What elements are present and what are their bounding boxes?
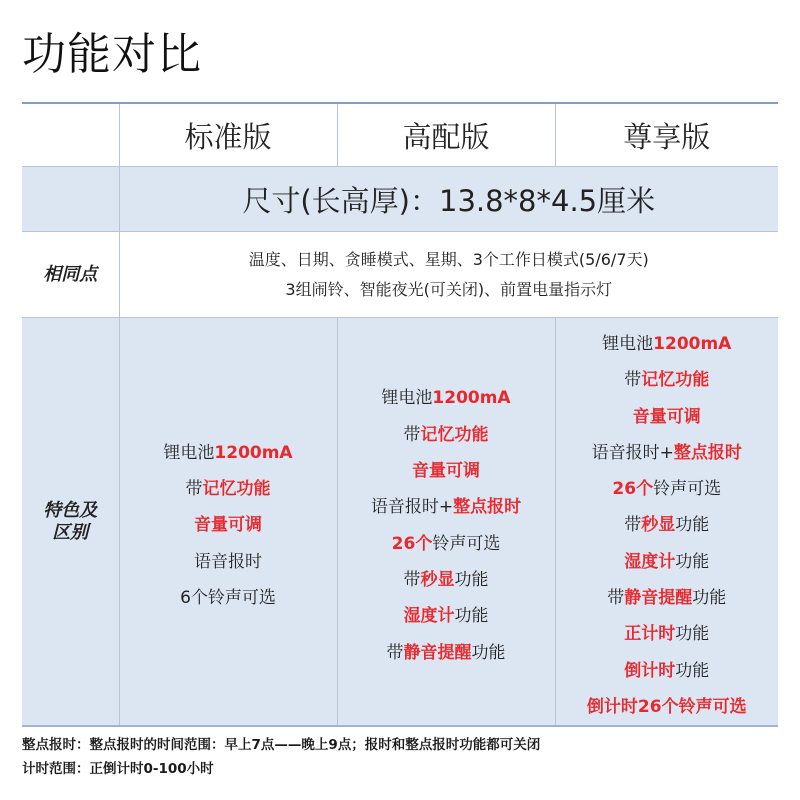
feature-item [556, 544, 779, 580]
feature-highlight: 整点报时 [453, 497, 522, 518]
comparison-table [22, 102, 778, 727]
footnote: 计时范围：正倒计时0-100小时 [22, 761, 214, 777]
header-premium: 高配版 [337, 103, 555, 167]
footnotes [22, 733, 540, 781]
feature-highlight: 倒计时 [624, 660, 676, 681]
feature-text: 语音报时 [194, 551, 262, 572]
feature-item [338, 598, 555, 634]
feature-highlight: 1200mA [432, 388, 511, 409]
feature-highlight: 1200mA [653, 334, 732, 354]
feature-text: 带 [185, 479, 203, 500]
feature-item [338, 417, 555, 453]
same-label: 相同点 [43, 263, 98, 285]
feature-text: 带 [403, 424, 421, 445]
feature-text: 带 [624, 370, 642, 391]
feature-item [556, 399, 779, 435]
feature-label-line: 区别 [52, 521, 89, 543]
feature-highlight: 音量可调 [632, 406, 701, 427]
feature-item [338, 453, 555, 489]
feature-highlight: 湿度计 [403, 606, 455, 627]
feature-text: 功能 [675, 551, 710, 572]
feature-item [338, 526, 555, 562]
feature-item [120, 507, 337, 543]
feature-item [338, 562, 555, 598]
feature-row [22, 318, 778, 727]
feature-item [120, 544, 337, 580]
feature-text: 功能 [692, 588, 727, 609]
feature-highlight: 秒显 [420, 569, 455, 590]
feature-item [338, 635, 555, 671]
feature-item [556, 580, 779, 616]
feature-text: 带 [624, 515, 642, 536]
header-row [22, 103, 778, 167]
feature-item [556, 689, 779, 725]
feature-item [556, 326, 779, 362]
feature-highlight: 整点报时 [673, 442, 742, 463]
feature-highlight: 记忆功能 [641, 370, 710, 391]
feature-text: 功能 [454, 606, 489, 627]
feature-text: 锂电池 [602, 334, 654, 354]
feature-label-cell [22, 318, 119, 727]
feature-highlight: 26个 [612, 479, 654, 500]
feature-highlight: 湿度计 [624, 551, 676, 572]
feature-text: 铃声可选 [653, 479, 722, 500]
feature-highlight: 记忆功能 [202, 479, 271, 500]
feature-item [556, 362, 779, 398]
feature-item [556, 616, 779, 652]
feature-list [556, 318, 779, 725]
feature-item [120, 580, 337, 616]
feature-text: 功能 [471, 642, 506, 663]
feature-text: 6个铃声可选 [180, 588, 276, 609]
feature-text: 功能 [675, 624, 710, 645]
feature-text: 锂电池 [163, 442, 215, 463]
feature-highlight: 音量可调 [194, 515, 262, 536]
feature-col-deluxe [555, 318, 778, 727]
size-row-label [22, 167, 119, 232]
feature-text: 带 [403, 569, 421, 590]
feature-list [338, 372, 555, 670]
same-line: 温度、日期、贪睡模式、星期、3个工作日模式(5/6/7天) [248, 249, 649, 269]
feature-label-line: 特色及 [43, 499, 98, 521]
feature-highlight: 静音提醒 [624, 588, 693, 609]
feature-list [120, 427, 337, 616]
footnote: 整点报时：整点报时的时间范围：早上7点——晚上9点；报时和整点报时功能都可关闭 [22, 737, 541, 753]
feature-text: 语音报时+ [591, 442, 674, 463]
feature-item [338, 380, 555, 416]
feature-text: 锂电池 [381, 388, 433, 409]
feature-item [338, 489, 555, 525]
feature-item [556, 471, 779, 507]
size-row [22, 167, 778, 232]
feature-text: 功能 [454, 569, 489, 590]
feature-item [556, 435, 779, 471]
header-standard: 标准版 [119, 103, 337, 167]
feature-text: 功能 [675, 660, 710, 681]
feature-highlight: 静音提醒 [403, 642, 472, 663]
feature-item [556, 507, 779, 543]
same-row [22, 232, 778, 318]
feature-item [120, 435, 337, 471]
feature-highlight: 秒显 [641, 515, 676, 536]
same-cell [119, 232, 778, 318]
feature-item [556, 653, 779, 689]
feature-highlight: 26个 [391, 533, 433, 554]
same-label-cell [22, 232, 119, 318]
feature-highlight: 记忆功能 [420, 424, 489, 445]
size-cell [119, 167, 778, 232]
feature-text: 功能 [675, 515, 710, 536]
page-title: 功能对比 [22, 29, 202, 80]
feature-highlight: 音量可调 [412, 461, 480, 482]
feature-highlight: 正计时 [624, 624, 676, 645]
feature-text: 语音报时+ [370, 497, 454, 518]
feature-highlight: 倒计时26个铃声可选 [586, 696, 747, 717]
header-deluxe: 尊享版 [555, 103, 778, 167]
feature-item [120, 471, 337, 507]
feature-col-premium [337, 318, 555, 727]
feature-text: 带 [607, 588, 625, 609]
feature-highlight: 1200mA [214, 442, 293, 463]
feature-text: 带 [386, 642, 404, 663]
feature-text: 铃声可选 [432, 533, 501, 554]
header-corner [22, 103, 119, 167]
same-line: 3组闹铃、智能夜光(可关闭)、前置电量指示灯 [285, 279, 613, 299]
feature-col-standard [119, 318, 337, 727]
size-text: 尺寸(长高厚)：13.8*8*4.5厘米 [242, 183, 656, 218]
